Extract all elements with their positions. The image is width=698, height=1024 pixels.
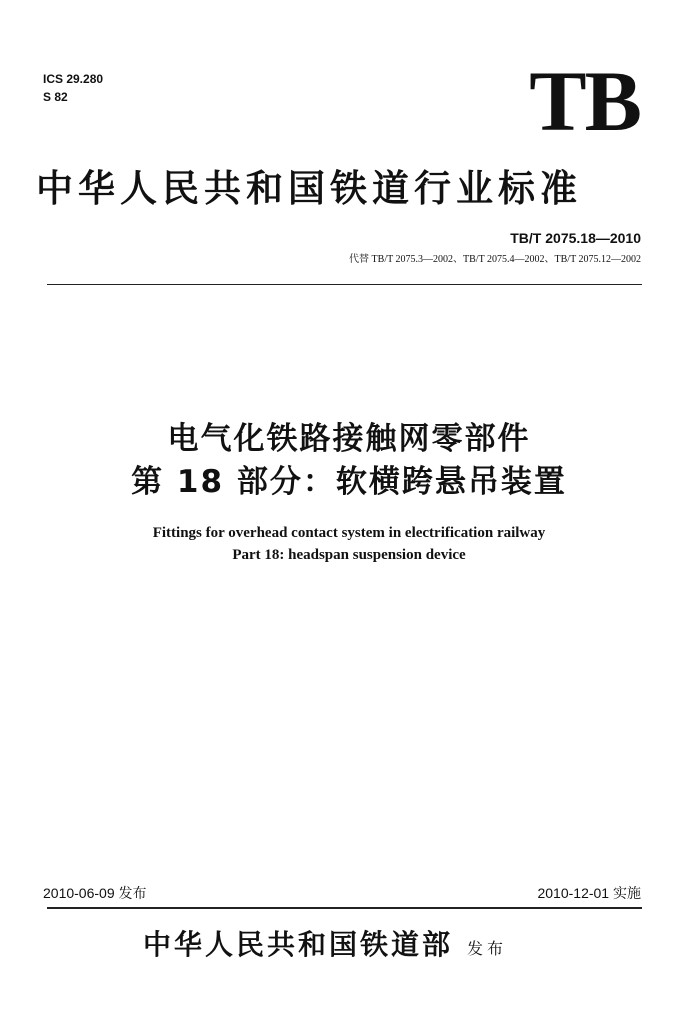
implementation-date: 2010-12-01 实施	[537, 885, 641, 901]
english-title-line-1: Fittings for overhead contact system in electrification railway	[152, 525, 546, 541]
publisher-name: 中华人民共和国铁道部	[143, 928, 454, 961]
chinese-title-line-1: 电气化铁路接触网零部件	[167, 421, 531, 457]
ccs-code: S 82	[43, 90, 68, 104]
standard-category-title: 中华人民共和国铁道行业标准	[36, 166, 582, 210]
replaces-standards: 代替 TB/T 2075.3—2002、TB/T 2075.4—2002、TB/T 2075.12—2002	[349, 254, 641, 265]
classification-codes	[43, 70, 103, 106]
ics-code: ICS 29.280	[43, 72, 104, 86]
publish-word: 发布	[467, 939, 508, 958]
tb-logo: TB	[529, 53, 640, 149]
english-title-line-2: Part 18: headspan suspension device	[232, 547, 466, 563]
bottom-divider	[47, 907, 642, 909]
standard-number: TB/T 2075.18—2010	[510, 230, 641, 246]
top-divider	[47, 284, 642, 285]
publisher-line	[143, 925, 507, 969]
issue-date: 2010-06-09 发布	[43, 885, 147, 901]
chinese-title-line-2: 第 18 部分：软横跨悬吊装置	[131, 464, 567, 500]
